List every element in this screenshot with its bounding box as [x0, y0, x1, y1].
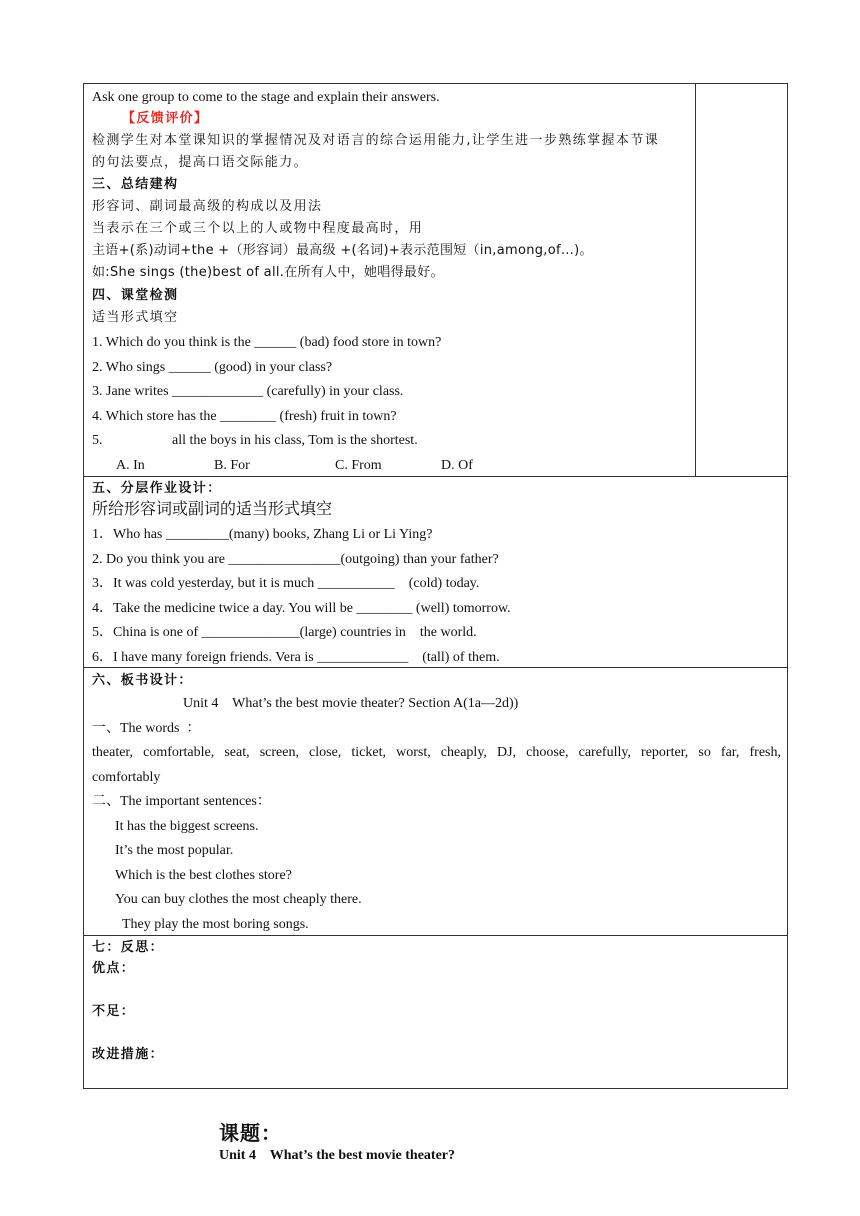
summary-line-2: 当表示在三个或三个以上的人或物中程度最高时，用 — [92, 221, 424, 236]
test-question-2: 2. Who sings ______ (good) in your class? — [92, 360, 333, 375]
lesson-plan-table — [83, 83, 788, 1089]
test-heading: 四、课堂检测 — [92, 288, 179, 303]
sentence-4: You can buy clothes the most cheaply there. — [115, 892, 362, 907]
section-homework-design — [84, 477, 787, 668]
test-question-3: 3. Jane writes _____________ (carefully) in your class. — [92, 384, 404, 399]
lesson-title-text: Unit 4 What’s the best movie theater? — [219, 1148, 456, 1163]
test-question-5-text: all the boys in his class, Tom is the shortest. — [172, 433, 418, 448]
homework-item-2: 2. Do you think you are ________________(outgoing) than your father? — [92, 552, 499, 567]
board-unit-title: Unit 4 What’s the best movie theater? Section A(1a—2d)) — [183, 696, 519, 711]
reflection-cons: 不足： — [92, 1004, 136, 1019]
sentence-1: It has the biggest screens. — [115, 819, 259, 834]
test-question-5-number: 5. — [92, 433, 103, 448]
homework-item-1: 1．Who has _________(many) books, Zhang Li or Li Ying? — [92, 527, 433, 542]
test-question-4: 4. Which store has the ________ (fresh) fruit in town? — [92, 409, 397, 424]
sentence-2: It’s the most popular. — [115, 843, 234, 858]
test-instruction: 适当形式填空 — [92, 310, 179, 325]
reflection-pros: 优点： — [92, 961, 136, 976]
summary-example: 如:She sings (the)best of all.在所有人中，她唱得最好。 — [92, 265, 444, 280]
sentence-3: Which is the best clothes store? — [115, 868, 292, 883]
section-reflection — [84, 936, 787, 1090]
homework-item-3: 3．It was cold yesterday, but it is much ___________ (cold) today. — [92, 576, 480, 591]
homework-item-6: 6．I have many foreign friends. Vera is _____________ (tall) of them. — [92, 650, 500, 665]
board-heading: 六、板书设计： — [92, 673, 193, 688]
words-line-2: comfortably — [92, 770, 161, 785]
reflection-improvements: 改进措施： — [92, 1047, 165, 1062]
column-divider — [695, 84, 696, 476]
summary-line-3: 主语+(系)动词+the +（形容词）最高级 +(名词)+表示范围短（in,among,of…)。 — [92, 243, 593, 258]
option-d: D. Of — [441, 458, 473, 473]
words-line-1: theater, comfortable, seat, screen, close, ticket, worst, cheaply, DJ, choose, carefully, reporter, so far, fresh, — [92, 745, 781, 760]
words-label: 一、The words ： — [92, 721, 201, 736]
activity-instruction: Ask one group to come to the stage and explain their answers. — [92, 90, 440, 105]
feedback-text-line-2: 的句法要点，提高口语交际能力。 — [92, 155, 309, 170]
homework-item-5: 5．China is one of ______________(large) countries in the world. — [92, 625, 477, 640]
summary-line-1: 形容词、副词最高级的构成以及用法 — [92, 199, 323, 214]
homework-heading: 五、分层作业设计： — [92, 481, 222, 496]
summary-heading: 三、总结建构 — [92, 177, 179, 192]
section-board-design — [84, 668, 787, 936]
sentences-label: 二、The important sentences： — [92, 794, 271, 809]
lesson-title-label: 课题： — [219, 1121, 282, 1145]
feedback-heading: 【反馈评价】 — [122, 111, 209, 126]
option-a: A. In — [116, 458, 145, 473]
feedback-text-line-1: 检测学生对本堂课知识的掌握情况及对语言的综合运用能力,让学生进一步熟练掌握本节课 — [92, 133, 660, 148]
reflection-heading: 七：反思： — [92, 940, 165, 955]
homework-instruction: 所给形容词或副词的适当形式填空 — [92, 499, 333, 518]
option-c: C. From — [335, 458, 382, 473]
section-classroom-activities — [84, 84, 787, 477]
test-question-1: 1. Which do you think is the ______ (bad) food store in town? — [92, 335, 442, 350]
homework-item-4: 4．Take the medicine twice a day. You will be ________ (well) tomorrow. — [92, 601, 511, 616]
lesson-title — [211, 1099, 455, 1164]
sentence-5: They play the most boring songs. — [122, 917, 309, 932]
option-b: B. For — [214, 458, 250, 473]
